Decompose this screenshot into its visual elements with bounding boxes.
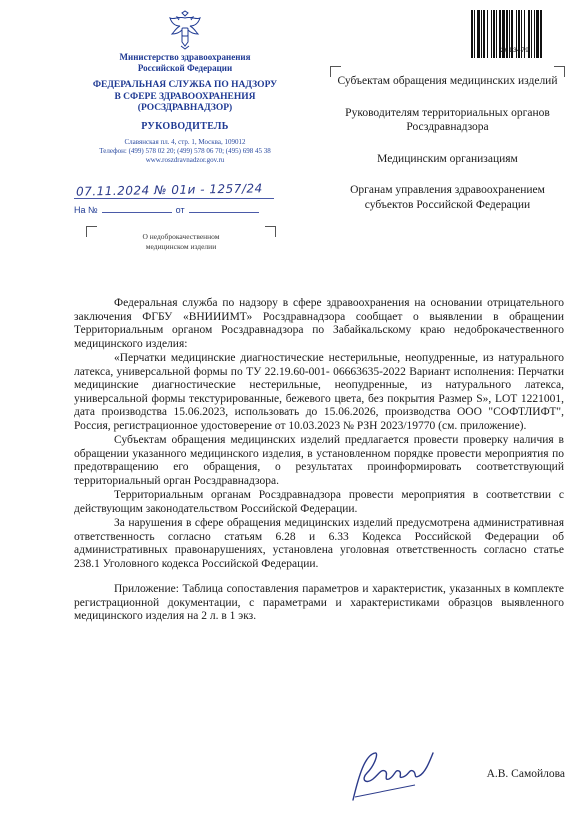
paragraph-attachment: Приложение: Таблица сопоставления параметров и характеристик, указанных в комплекте регистрационной документации, с параметрами и характеристиками образцов выявленного медицинского изделия на 2 л. в 1 экз.: [74, 583, 564, 622]
paragraph-territorial-instruction: Территориальным органам Росздравнадзора провести мероприятия в соответствии с действующим законодательством Российской Федерации.: [74, 489, 564, 515]
letter-body: [74, 297, 564, 625]
contact-info: Славянская пл. 4, стр. 1, Москва, 109012 Телефон: (499) 578 02 20; (499) 578 06 70; (495) 698 45 38 www.roszdravnadzor.gov.ru: [99, 137, 271, 164]
addressee-item: Медицинским организациям: [377, 152, 518, 165]
signer-name: А.В. Самойлова: [486, 768, 565, 780]
ministry-name: Министерство здравоохранения Российской Федерации: [119, 52, 251, 73]
paragraph-subjects-instruction: Субъектам обращения медицинских изделий предлагается провести проверку наличия в обращении указанного медицинского изделия, в установленном порядке провести мероприятия по предотвращению его обращения, о результатах проинформировать соответствующий территориальный орган Росздравнадзора.: [74, 434, 564, 487]
addressee-block: [330, 66, 565, 229]
service-name: ФЕДЕРАЛЬНАЯ СЛУЖБА ПО НАДЗОРУ В СФЕРЕ ЗДРАВООХРАНЕНИЯ (РОСЗДРАВНАДЗОР): [92, 80, 278, 113]
paragraph-product: «Перчатки медицинские диагностические нестерильные, неопудренные, из натурального латекса, универсальной формы по ТУ 22.19.60-001- 06663635-2022 Вариант исполнения: Перчатки медицинские диагностические нестерильные, неопудренные, из натурального латекса, универсальной формы текстурированные, бежевого цвета, без покрытия Размер S», LOT 1221001, дата производства 15.06.2023, использовать до 15.06.2026, производства ООО "СОФТЛИФТ", Россия, регистрационное удостоверение от 10.03.2023 № РЗН 2023/19770 (см. приложение).: [74, 352, 564, 432]
addressee-item: Органам управления здравоохранением субъектов Российской Федерации: [350, 184, 545, 211]
addressee-item: Руководителям территориальных органов Росздравнадзора: [345, 106, 550, 133]
letterhead: [70, 10, 300, 165]
addressee-item: Субъектам обращения медицинских изделий: [337, 75, 558, 87]
outgoing-number-line: [74, 183, 314, 203]
barcode-number: 2613479: [500, 47, 530, 54]
paragraph-liability: За нарушения в сфере обращения медицинских изделий предусмотрена административная ответственность согласно статьям 6.28 и 6.33 Кодекса Российской Федерации об административных правонарушениях, установлена уголовная ответственность согласно статье 238.1 Уголовного кодекса Российской Федерации.: [74, 517, 564, 570]
reference-line: На № от: [74, 205, 263, 215]
paragraph-intro: Федеральная служба по надзору в сфере здравоохранения на основании отрицательного заключения ФГБУ «ВНИИИМТ» Росздравнадзора сообщает о выявлении в обращении Территориальным органом Росздравнадзора по Забайкальскому краю недоброкачественного медицинского изделия:: [74, 297, 564, 350]
head-title: РУКОВОДИТЕЛЬ: [141, 120, 229, 132]
handwritten-signature-icon: [345, 745, 435, 805]
handwritten-date-number: 07.11.2024 № 01и - 1257/24: [75, 181, 263, 199]
letter-subject: О недоброкачественном медицинском изделии: [86, 226, 276, 256]
double-headed-eagle-emblem-icon: [168, 10, 202, 50]
